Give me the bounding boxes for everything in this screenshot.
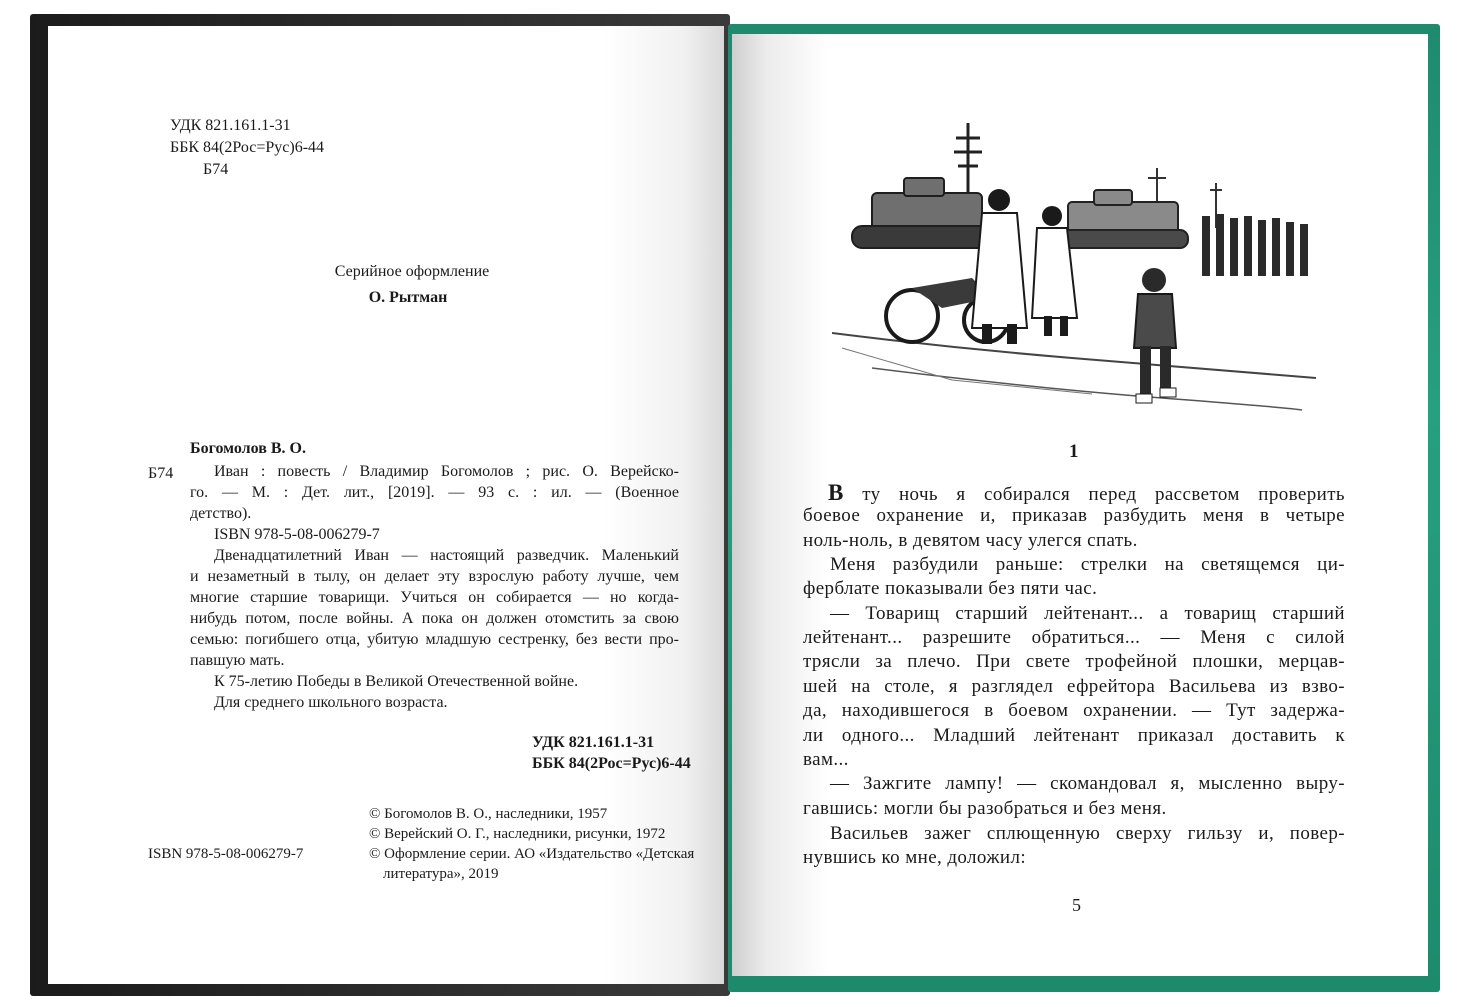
body-line: Меня разбудили раньше: стрелки на светящемся ци- [830,554,1345,575]
body-line-first: В ту ночь я собирался перед рассветом проверить [828,480,1345,505]
annotation-line: и незаметный в тылу, он делает эту взрослую работу лучше, чем [190,568,679,585]
body-line: лейтенант... разрешите обратиться... — Меня с силой [803,627,1345,648]
copyright-line: литература», 2019 [383,866,499,882]
bottom-udk-code: УДК 821.161.1-31 [532,734,655,751]
drop-cap: В [828,480,844,505]
catalog-description-line: детство). [190,505,252,522]
body-line: нувшись ко мне, доложил: [803,847,1027,868]
annotation-line: многие старшие товарищи. Учиться он собирается — но когда- [190,589,679,606]
annotation-line: Двенадцатилетний Иван — настоящий разведчик. Маленький [214,547,679,564]
body-line: ферблате показывали без пяти час. [803,578,1098,599]
body-line: ноль-ноль, в девятом часу улегся спать. [803,530,1138,551]
annotation-line: семью: погибшего отца, убитую младшую сестренку, без вести про- [190,631,679,648]
annotation-line: нибудь потом, после войны. А пока он должен отомстить за свою [190,610,679,627]
body-line: шей на столе, я разглядел ефрейтора Васильева из взво- [803,676,1345,697]
catalog-isbn: ISBN 978-5-08-006279-7 [214,526,380,543]
annotation-line: павшую мать. [190,652,285,669]
body-line: — Зажгите лампу! — скомандовал я, мысленно выру- [830,773,1345,794]
body-line: трясли за плечо. При свете трофейной плошки, мерцав- [803,651,1345,672]
page-number: 5 [1072,895,1081,915]
body-line: Васильев зажег сплющенную сверху гильзу и, повер- [830,823,1345,844]
catalog-author-mark: Б74 [148,465,174,482]
chapter-number: 1 [1069,441,1079,462]
author-mark: Б74 [203,161,229,178]
bbk-code: ББК 84(2Рос=Рус)6-44 [170,139,325,156]
copyright-line: © Оформление серии. АО «Издательство «Детская [369,846,695,862]
body-line: боевое охранение и, приказав разбудить меня в четыре [803,505,1345,526]
body-line: ли одного... Младший лейтенант приказал доставить к [803,725,1345,746]
dedication-text: К 75-летию Победы в Великой Отечественной войне. [214,673,579,690]
bottom-isbn: ISBN 978-5-08-006279-7 [148,846,304,862]
catalog-author-heading: Богомолов В. О. [190,440,306,457]
body-line: да, находившегося в боевом охранении. — Тут задержа- [803,700,1345,721]
series-design-label: Серийное оформление [334,263,490,280]
bottom-bbk-code: ББК 84(2Рос=Рус)6-44 [532,755,691,772]
body-line: — Товарищ старший лейтенант... а товарищ старший [830,603,1345,624]
catalog-description-line: Иван : повесть / Владимир Богомолов ; рис. О. Верейско- [214,463,679,480]
udk-code: УДК 821.161.1-31 [170,117,291,134]
body-line: гавшись: могли бы разобраться и без меня. [803,798,1167,819]
catalog-description-line: го. — М. : Дет. лит., [2019]. — 93 с. : ил. — (Военное [190,484,679,501]
copyright-line: © Верейский О. Г., наследники, рисунки, 1972 [369,826,666,842]
series-designer-name: О. Рытман [368,289,448,306]
body-line: вам... [803,749,849,770]
war-scene-illustration [832,118,1316,420]
age-group-text: Для среднего школьного возраста. [214,694,448,711]
copyright-line: © Богомолов В. О., наследники, 1957 [369,806,608,822]
